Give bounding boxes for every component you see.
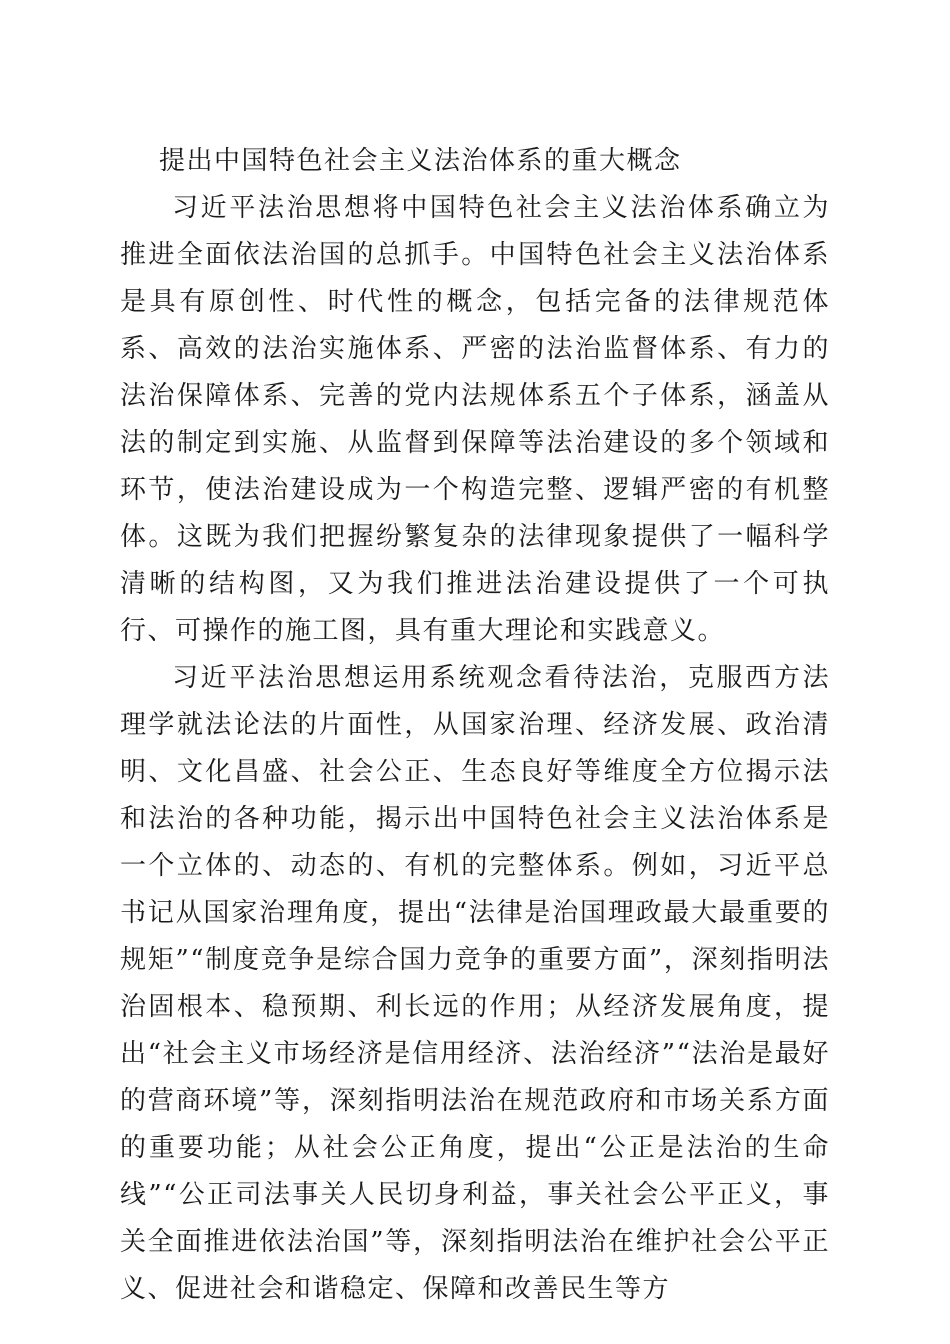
section-heading: 提出中国特色社会主义法治体系的重大概念 xyxy=(159,146,682,176)
paragraph-2: 习近平法治思想运用系统观念看待法治，克服西方法理学就法论法的片面性，从国家治理、经济发展、政治清明、文化昌盛、社会公正、生态良好等维度全方位揭示法和法治的各种功能，揭示出中国特色社会主义法治体系是一个立体的、动态的、有机的完整体系。例如，习近平总书记从国家治理角度，提出“法律是治国理政最大最重要的规矩”“制度竞争是综合国力竞争的重要方面”，深刻指明法治固根本、稳预期、利长远的作用；从经济发展角度，提出“社会主义市场经济是信用经济、法治经济”“法治是最好的营商环境”等，深刻指明法治在规范政府和市场关系方面的重要功能；从社会公正角度，提出“公正是法治的生命线”“公正司法事关人民切身利益，事关社会公平正义，事关全面推进依法治国”等，深刻指明法治在维护社会公平正义、促进社会和谐稳定、保障和改善民生等方 xyxy=(120,663,830,1304)
document-body xyxy=(120,138,830,1313)
paragraph-1: 习近平法治思想将中国特色社会主义法治体系确立为推进全面依法治国的总抓手。中国特色社会主义法治体系是具有原创性、时代性的概念，包括完备的法律规范体系、高效的法治实施体系、严密的法治监督体系、有力的法治保障体系、完善的党内法规体系五个子体系，涵盖从法的制定到实施、从监督到保障等法治建设的多个领域和环节，使法治建设成为一个构造完整、逻辑严密的有机整体。这既为我们把握纷繁复杂的法律现象提供了一幅科学清晰的结构图，又为我们推进法治建设提供了一个可执行、可操作的施工图，具有重大理论和实践意义。 xyxy=(120,193,830,646)
